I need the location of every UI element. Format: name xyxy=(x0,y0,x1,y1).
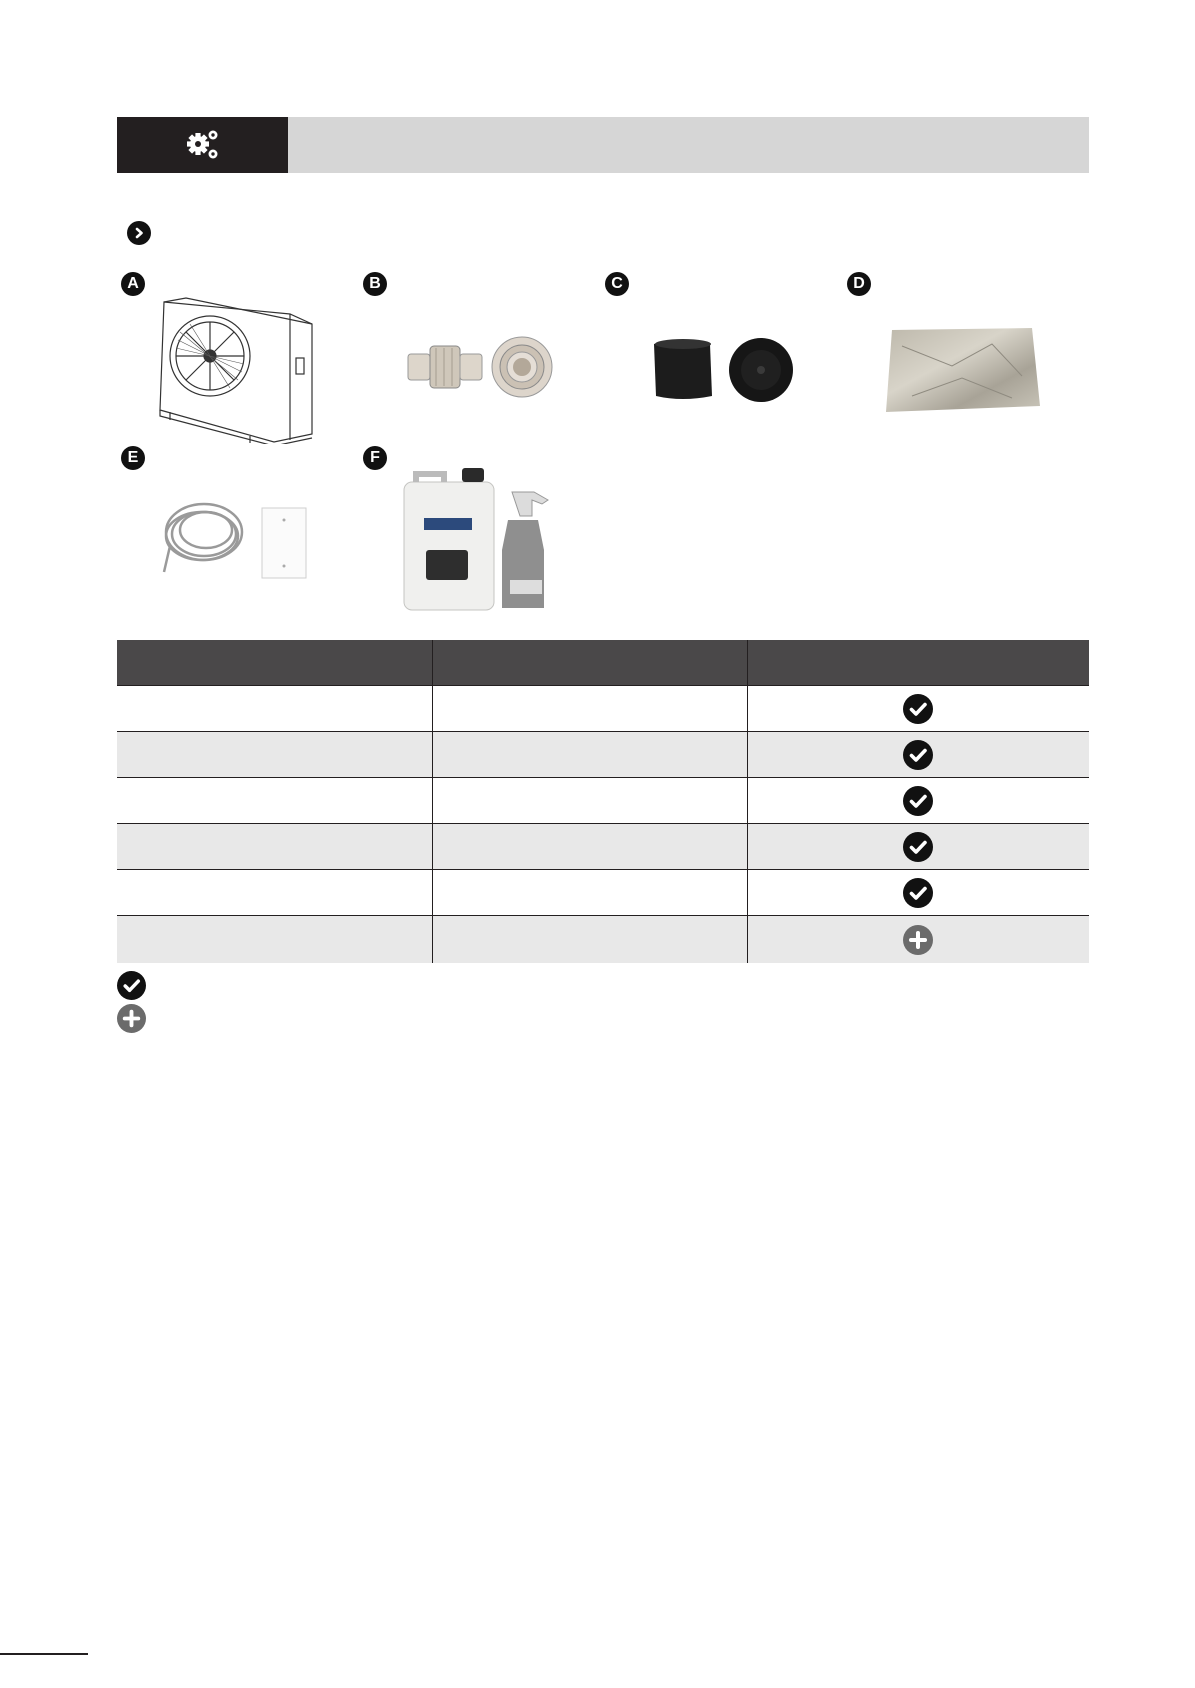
table-cell xyxy=(117,824,432,870)
table-cell xyxy=(432,870,747,916)
table-row xyxy=(117,778,1089,824)
table-cell xyxy=(117,916,432,964)
item-badge-b: B xyxy=(363,272,387,296)
table-cell xyxy=(117,870,432,916)
table-row xyxy=(117,686,1089,732)
table-header-cell xyxy=(432,640,747,686)
plus-circle-icon xyxy=(117,1004,146,1033)
cable-wallplate-image xyxy=(160,490,310,586)
table-row xyxy=(117,916,1089,964)
gears-icon xyxy=(184,127,222,163)
contents-table xyxy=(117,640,1089,963)
table-row xyxy=(117,732,1089,778)
table-cell xyxy=(432,778,747,824)
chevron-right-icon xyxy=(127,221,151,245)
item-badge-d: D xyxy=(847,272,871,296)
check-circle-icon xyxy=(903,694,933,724)
legend-optional xyxy=(117,1004,146,1038)
check-circle-icon xyxy=(903,786,933,816)
protective-cover-image xyxy=(882,326,1042,414)
section-header-icon-block xyxy=(117,117,288,173)
table-cell xyxy=(432,686,747,732)
item-badge-e: E xyxy=(121,446,145,470)
cleaning-product-image xyxy=(400,468,560,614)
table-cell xyxy=(117,686,432,732)
table-cell xyxy=(432,916,747,964)
table-header-row xyxy=(117,640,1089,686)
check-circle-icon xyxy=(903,878,933,908)
table-cell xyxy=(432,732,747,778)
table-cell xyxy=(117,778,432,824)
table-cell xyxy=(432,824,747,870)
check-circle-icon xyxy=(117,971,146,1000)
heat-pump-image xyxy=(150,296,320,444)
union-fittings-image xyxy=(400,330,560,404)
footer-rule xyxy=(0,1653,88,1655)
check-circle-icon xyxy=(903,832,933,862)
item-badge-f: F xyxy=(363,446,387,470)
table-row xyxy=(117,824,1089,870)
rubber-caps-image xyxy=(650,330,800,410)
table-cell xyxy=(117,732,432,778)
table-header-cell xyxy=(747,640,1089,686)
table-header-cell xyxy=(117,640,432,686)
item-badge-c: C xyxy=(605,272,629,296)
section-header-bar xyxy=(288,117,1089,173)
plus-circle-icon xyxy=(903,925,933,955)
table-row xyxy=(117,870,1089,916)
legend-included xyxy=(117,971,146,1005)
item-badge-a: A xyxy=(121,272,145,296)
check-circle-icon xyxy=(903,740,933,770)
